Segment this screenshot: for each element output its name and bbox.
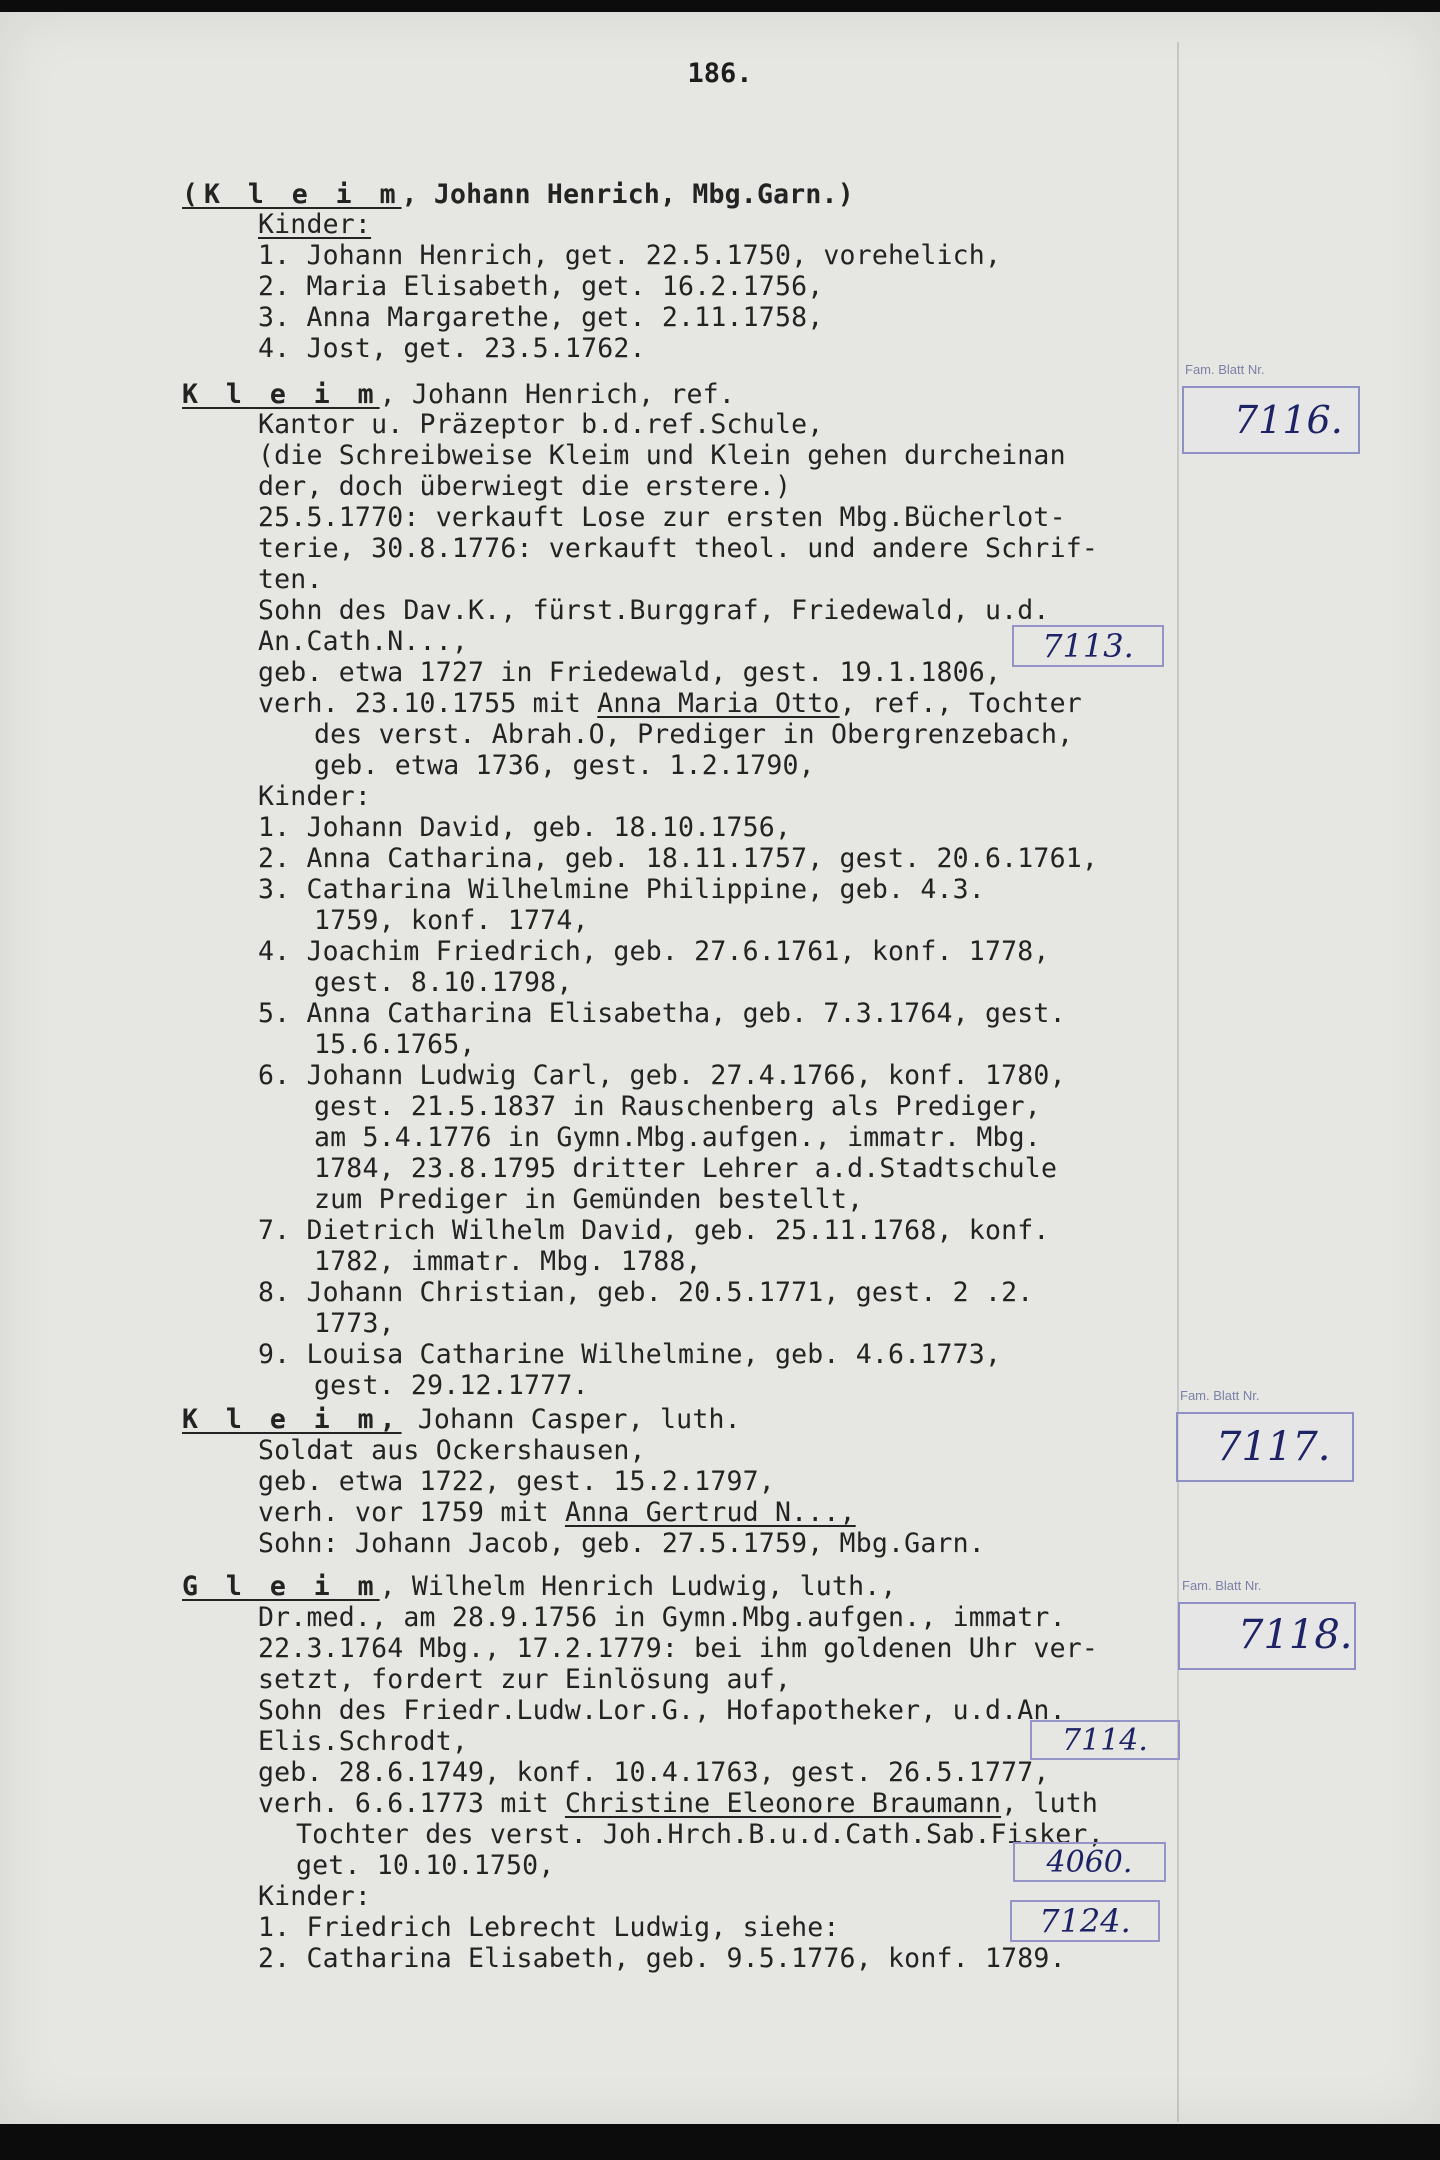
child-line: 5. Anna Catharina Elisabetha, geb. 7.3.1764, gest. (258, 998, 1066, 1029)
fam-blatt-number: 7116. (1234, 398, 1343, 442)
text-line: (die Schreibweise Kleim und Klein gehen durcheinan (258, 440, 1066, 471)
text-line: Dr.med., am 28.9.1756 in Gymn.Mbg.aufgen., immatr. (258, 1602, 1066, 1633)
fam-blatt-box (1176, 1412, 1354, 1482)
text-line: Sohn des Friedr.Ludw.Lor.G., Hofapotheker, u.d.An. (258, 1695, 1066, 1726)
fam-blatt-label: Fam. Blatt Nr. (1180, 1388, 1260, 1403)
text-line: Sohn: Johann Jacob, geb. 27.5.1759, Mbg.Garn. (258, 1528, 985, 1559)
reference-box (1030, 1720, 1180, 1760)
marriage-prefix: verh. 23.10.1755 mit (258, 688, 598, 719)
child-line: 15.6.1765, (314, 1029, 476, 1060)
child-line: 1. Johann David, geb. 18.10.1756, (258, 812, 792, 843)
spouse-name: Christine Eleonore Braumann (564, 1788, 1002, 1819)
text-line: get. 10.10.1750, (296, 1850, 555, 1881)
fam-blatt-label: Fam. Blatt Nr. (1182, 1578, 1262, 1593)
text-line: terie, 30.8.1776: verkauft theol. und andere Schrif- (258, 533, 1099, 564)
kinder-label: Kinder: (258, 781, 372, 812)
marriage-line (258, 1498, 856, 1528)
child-line: zum Prediger in Gemünden bestellt, (314, 1184, 864, 1215)
text-line: geb. etwa 1736, gest. 1.2.1790, (314, 750, 815, 781)
child-line: 4. Jost, get. 23.5.1762. (258, 333, 646, 364)
surname: G l e i m (182, 1571, 380, 1602)
child-line: 1784, 23.8.1795 dritter Lehrer a.d.Stadtschule (314, 1153, 1058, 1184)
fam-blatt-box (1182, 386, 1360, 454)
entry-heading (182, 1405, 741, 1435)
reference-number: 4060. (1046, 1844, 1133, 1880)
child-line: 6. Johann Ludwig Carl, geb. 27.4.1766, konf. 1780, (258, 1060, 1066, 1091)
given-names: , Johann Henrich, ref. (379, 379, 735, 410)
child-line: gest. 8.10.1798, (314, 967, 573, 998)
text-line: Kantor u. Präzeptor b.d.ref.Schule, (258, 409, 824, 440)
entry-heading (182, 380, 735, 410)
text-line: ten. (258, 564, 323, 595)
text-line: Sohn des Dav.K., fürst.Burggraf, Friedewald, u.d. (258, 595, 1050, 626)
given-names: , Wilhelm Henrich Ludwig, luth., (379, 1571, 897, 1602)
marriage-prefix: verh. vor 1759 mit (258, 1497, 565, 1528)
text-line: Soldat aus Ockershausen, (258, 1435, 646, 1466)
child-line: 3. Anna Margarethe, get. 2.11.1758, (258, 302, 824, 333)
marriage-line (258, 689, 1082, 719)
surname: K l e i m, (182, 1404, 402, 1435)
child-line: 1759, konf. 1774, (314, 905, 589, 936)
child-line: 9. Louisa Catharine Wilhelmine, geb. 4.6.1773, (258, 1339, 1002, 1370)
text-line: 22.3.1764 Mbg., 17.2.1779: bei ihm goldenen Uhr ver- (258, 1633, 1099, 1664)
reference-number: 7114. (1062, 1722, 1148, 1758)
entry-heading (182, 1572, 897, 1602)
child-line: 7. Dietrich Wilhelm David, geb. 25.11.1768, konf. (258, 1215, 1050, 1246)
fam-blatt-number: 7118. (1238, 1612, 1353, 1658)
child-line: 2. Maria Elisabeth, get. 16.2.1756, (258, 271, 824, 302)
text-line: 25.5.1770: verkauft Lose zur ersten Mbg.Bücherlot- (258, 502, 1066, 533)
spouse-name: Anna Maria Otto (597, 688, 840, 719)
text-line: setzt, fordert zur Einlösung auf, (258, 1664, 792, 1695)
child-line: 3. Catharina Wilhelmine Philippine, geb. 4.3. (258, 874, 985, 905)
marriage-prefix: verh. 6.6.1773 mit (258, 1788, 565, 1819)
text-line: Tochter des verst. Joh.Hrch.B.u.d.Cath.Sab.Fisker, (296, 1819, 1104, 1850)
surname: K l e i m (182, 379, 380, 410)
text-line: des verst. Abrah.O, Prediger in Obergrenzebach, (314, 719, 1074, 750)
spouse-name: Anna Gertrud N..., (564, 1497, 856, 1528)
child-line: 1773, (314, 1308, 395, 1339)
fam-blatt-number: 7117. (1216, 1424, 1331, 1470)
marriage-suffix: , ref., Tochter (839, 688, 1082, 719)
fam-blatt-label: Fam. Blatt Nr. (1185, 362, 1265, 377)
kinder-label: Kinder: (258, 1881, 372, 1912)
kinder-label: Kinder: (258, 209, 372, 240)
entry-heading (182, 180, 854, 210)
reference-box (1010, 1900, 1160, 1942)
text-line: An.Cath.N..., (258, 626, 469, 657)
child-line: 1. Johann Henrich, get. 22.5.1750, vorehelich, (258, 240, 1002, 271)
fam-blatt-box (1178, 1602, 1356, 1670)
given-names: , Johann Henrich, Mbg.Garn.) (401, 179, 854, 210)
margin-fold-line (1177, 42, 1179, 2122)
child-line: 8. Johann Christian, geb. 20.5.1771, gest. 2 .2. (258, 1277, 1034, 1308)
child-line: gest. 21.5.1837 in Rauschenberg als Prediger, (314, 1091, 1041, 1122)
given-names: Johann Casper, luth. (401, 1404, 741, 1435)
text-line: geb. 28.6.1749, konf. 10.4.1763, gest. 26.5.1777, (258, 1757, 1050, 1788)
child-line: am 5.4.1776 in Gymn.Mbg.aufgen., immatr. Mbg. (314, 1122, 1041, 1153)
text-line: geb. etwa 1722, gest. 15.2.1797, (258, 1466, 775, 1497)
child-line: gest. 29.12.1777. (314, 1370, 589, 1401)
text-line: geb. etwa 1727 in Friedewald, gest. 19.1.1806, (258, 657, 1002, 688)
page-number: 186. (687, 58, 753, 89)
child-line: 1. Friedrich Lebrecht Ludwig, siehe: (258, 1912, 840, 1943)
reference-number: 7124. (1039, 1902, 1131, 1940)
reference-box (1012, 625, 1164, 667)
text-line: Elis.Schrodt, (258, 1726, 469, 1757)
reference-number: 7113. (1042, 627, 1134, 665)
marriage-line (258, 1789, 1098, 1819)
text-line: der, doch überwiegt die erstere.) (258, 471, 792, 502)
child-line: 2. Anna Catharina, geb. 18.11.1757, gest. 20.6.1761, (258, 843, 1099, 874)
child-line: 4. Joachim Friedrich, geb. 27.6.1761, konf. 1778, (258, 936, 1050, 967)
marriage-suffix: , luth (1001, 1788, 1099, 1819)
child-line: 1782, immatr. Mbg. 1788, (314, 1246, 702, 1277)
surname: (K l e i m (182, 179, 402, 210)
reference-box (1013, 1842, 1166, 1882)
child-line: 2. Catharina Elisabeth, geb. 9.5.1776, konf. 1789. (258, 1943, 1066, 1974)
